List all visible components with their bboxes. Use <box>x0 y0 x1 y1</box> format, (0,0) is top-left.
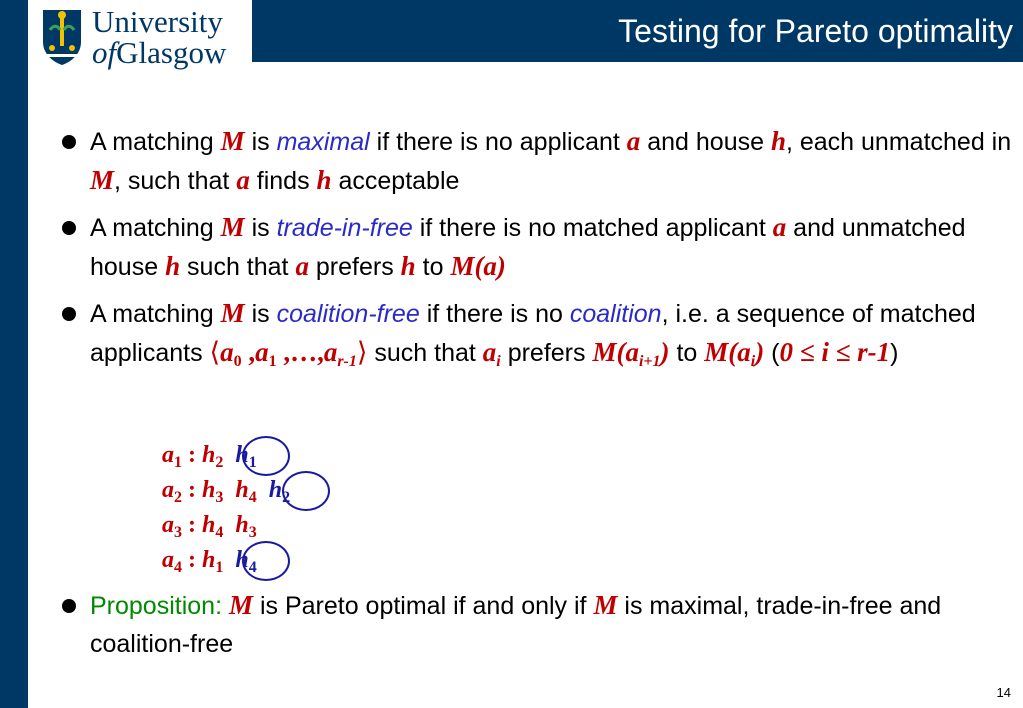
crest-icon <box>41 8 83 66</box>
pref-house-matched: h <box>268 477 283 503</box>
math-ar: a <box>323 337 338 367</box>
preference-row-a3 <box>162 508 257 542</box>
math-sub: i+1 <box>638 353 661 370</box>
pref-colon: : <box>182 547 202 573</box>
logo-line-glasgow <box>92 37 226 68</box>
bullet-proposition <box>62 586 1017 663</box>
pref-sub: 4 <box>174 559 182 576</box>
matched-circle-icon <box>242 541 290 581</box>
math-sub: r-1 <box>337 353 357 370</box>
pref-sub: 3 <box>174 524 182 541</box>
pref-house: h <box>202 477 216 503</box>
text: such that <box>180 253 296 281</box>
pref-sub: 1 <box>215 559 224 576</box>
text: such that <box>367 339 483 367</box>
matched-circle-icon <box>242 436 290 476</box>
text: and house <box>640 128 771 156</box>
text: finds <box>249 167 317 195</box>
pref-applicant: a <box>162 442 174 468</box>
text <box>222 592 229 620</box>
math-a: a <box>772 212 787 242</box>
pref-sub: 4 <box>248 559 257 576</box>
math-M: M <box>220 212 245 242</box>
math-M: M <box>90 165 115 195</box>
pref-house: h <box>202 512 216 538</box>
text: A matching <box>90 128 221 156</box>
math-M: M <box>593 590 618 620</box>
text: is <box>244 128 277 156</box>
pref-colon: : <box>182 477 202 503</box>
math-Mai: M(a <box>704 337 751 367</box>
math-comma: , <box>241 337 256 367</box>
math-rangle: ⟩ <box>356 337 368 367</box>
text: to <box>415 253 451 281</box>
page-number: 14 <box>996 685 1011 700</box>
text: A matching <box>90 214 221 242</box>
math-Mai1: M(a <box>592 337 639 367</box>
math-a1: a <box>255 337 269 367</box>
term-trade-in-free: trade-in-free <box>276 214 413 242</box>
bullet-dot-icon <box>62 307 76 321</box>
pref-colon: : <box>182 442 202 468</box>
header-bar <box>252 0 1023 62</box>
math-M: M <box>228 590 253 620</box>
pref-sub: 2 <box>282 489 291 506</box>
pref-house: h <box>235 477 249 503</box>
text: ( <box>764 339 780 367</box>
bullet-dot-icon <box>62 135 76 149</box>
math-h: h <box>400 251 416 281</box>
math-a: a <box>626 126 641 156</box>
university-logo <box>28 0 252 78</box>
pref-sub: 3 <box>248 524 257 541</box>
math-sub: i <box>750 353 756 370</box>
term-coalition-free: coalition-free <box>276 300 420 328</box>
pref-sub: 1 <box>248 454 257 471</box>
pref-sub: 1 <box>174 454 182 471</box>
math-a: a <box>236 165 250 195</box>
text: , i.e. a sequence of matched applicants <box>90 300 976 367</box>
text: and unmatched house <box>90 214 966 281</box>
math-langle: ⟨ <box>209 337 221 367</box>
term-maximal: maximal <box>276 128 370 156</box>
matched-circle-icon <box>282 471 330 511</box>
text: to <box>669 339 705 367</box>
pref-sub: 2 <box>174 489 182 506</box>
logo-wordmark <box>92 6 226 68</box>
math-h: h <box>770 126 786 156</box>
definition-list <box>62 122 1017 389</box>
math-Ma: M(a) <box>450 251 506 281</box>
pref-sub: 3 <box>215 489 224 506</box>
pref-house-matched: h <box>235 547 249 573</box>
text: acceptable <box>331 167 460 195</box>
math-sub: 0 <box>233 353 242 370</box>
proposition-list <box>62 586 1017 663</box>
text: if there is no <box>419 300 570 328</box>
text: is <box>244 300 277 328</box>
math-sub: 1 <box>268 353 277 370</box>
text: prefers <box>500 339 593 367</box>
math-M: M <box>220 126 245 156</box>
math-dots: ,…, <box>276 337 324 367</box>
pref-applicant: a <box>162 547 174 573</box>
text: is Pareto optimal if and only if <box>253 592 594 620</box>
text: if there is no applicant <box>369 128 627 156</box>
text: is <box>244 214 277 242</box>
left-sidebar-bar <box>0 0 28 708</box>
math-sub: i <box>496 353 501 370</box>
math-a0: a <box>220 337 234 367</box>
math-paren: ) <box>660 337 670 367</box>
logo-glasgow: Glasgow <box>116 35 227 70</box>
math-M: M <box>220 298 245 328</box>
pref-applicant: a <box>162 512 174 538</box>
pref-house-matched: h <box>235 442 249 468</box>
preference-row-a2 <box>162 473 290 507</box>
term-coalition: coalition <box>569 300 662 328</box>
text: , such that <box>114 167 237 195</box>
proposition-label: Proposition: <box>90 592 223 620</box>
bullet-dot-icon <box>62 221 76 235</box>
pref-sub: 2 <box>215 454 224 471</box>
pref-colon: : <box>182 512 202 538</box>
math-range: 0 ≤ i ≤ r-1 <box>779 337 891 367</box>
math-h: h <box>316 165 332 195</box>
pref-sub: 4 <box>248 489 257 506</box>
text: is maximal, trade-in-free and coalition-free <box>90 592 942 658</box>
math-a: a <box>295 251 309 281</box>
pref-sub: 4 <box>215 524 224 541</box>
bullet-coalition-free <box>62 294 1017 381</box>
text: if there is no matched applicant <box>412 214 773 242</box>
text: ) <box>890 339 899 367</box>
text: prefers <box>308 253 401 281</box>
text: A matching <box>90 300 221 328</box>
logo-line-university: University <box>92 4 223 39</box>
math-h: h <box>165 251 181 281</box>
text: , each unmatched in <box>785 128 1012 156</box>
pref-applicant: a <box>162 477 174 503</box>
bullet-trade-in-free <box>62 208 1017 286</box>
bullet-maximal <box>62 122 1017 200</box>
math-paren: ) <box>755 337 765 367</box>
slide-title: Testing for Pareto optimality <box>618 13 1013 49</box>
logo-of: of <box>92 35 117 70</box>
bullet-dot-icon <box>62 599 76 613</box>
pref-house: h <box>235 512 249 538</box>
pref-house: h <box>202 547 216 573</box>
pref-house: h <box>202 442 216 468</box>
math-ai: a <box>482 337 497 367</box>
